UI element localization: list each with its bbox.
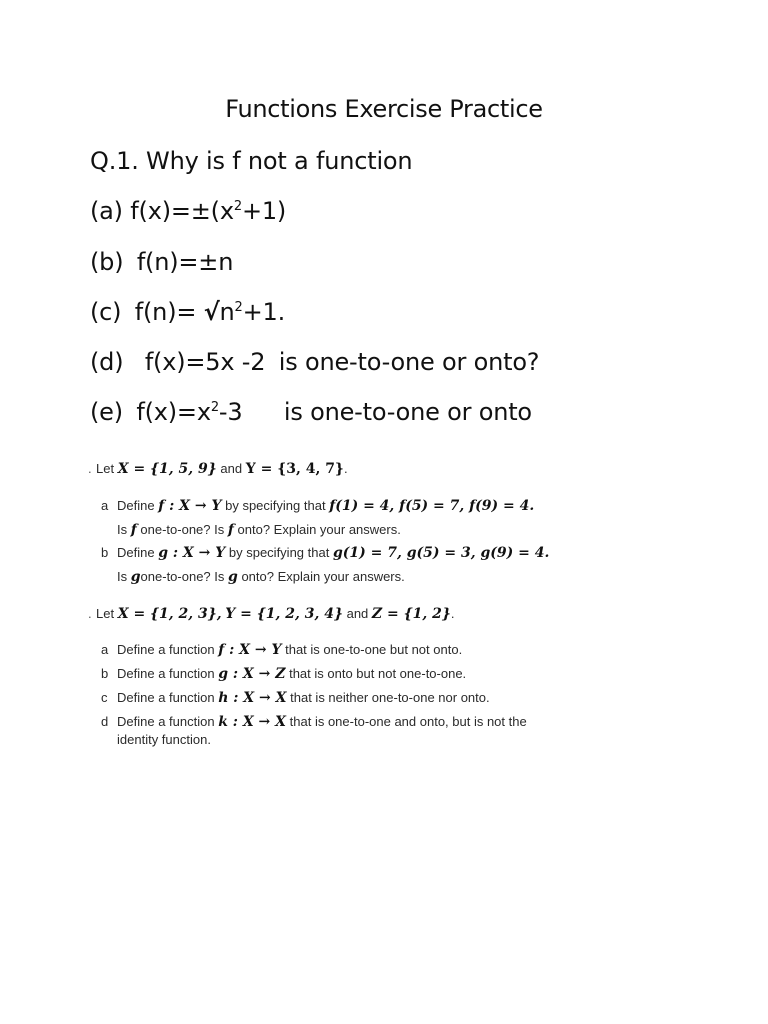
item-c-text: Define a function (117, 690, 215, 705)
item-d-end: that is one-to-one and onto, but is not the (289, 714, 527, 729)
part-c-var: n (219, 298, 235, 326)
exercise-2-intro (96, 606, 454, 622)
item-d-mapping: k : X → X (218, 714, 287, 730)
intro-end: . (450, 606, 455, 621)
intro-and: and (346, 606, 369, 621)
item-a-text2: by specifying that (225, 498, 326, 513)
intro-let: Let (96, 461, 115, 476)
item-c-label: c (101, 690, 108, 705)
part-a (90, 197, 286, 225)
exercise-2-item-c (101, 690, 490, 706)
intro-end: . (343, 461, 348, 476)
item-a-label: a (101, 498, 109, 513)
part-c-expr-post: +1. (242, 298, 286, 326)
page-title: Functions Exercise Practice (225, 95, 543, 123)
item-b-mapping: g : X → Y (158, 545, 226, 561)
part-e (90, 398, 532, 426)
exercise-1-item-b-question (117, 569, 405, 585)
exercise-1-intro (96, 461, 348, 477)
part-a-label: (a) (90, 197, 123, 225)
item-a-label: a (101, 642, 109, 657)
q-f: f (130, 522, 137, 538)
q-end: onto? Explain your answers. (237, 522, 401, 537)
item-a-end: that is one-to-one but not onto. (285, 642, 463, 657)
part-e-question: is one-to-one or onto (283, 398, 532, 426)
item-b-label: b (101, 545, 109, 560)
item-d-label: d (101, 714, 109, 729)
exercise-1-item-a (101, 498, 534, 514)
part-a-expr-pre: f(x)=±(x (130, 197, 234, 225)
q-mid: one-to-one? Is (140, 522, 225, 537)
item-b-label: b (101, 666, 109, 681)
item-a-mapping: f : X → Y (218, 642, 282, 658)
item-b-text2: by specifying that (228, 545, 330, 560)
item-b-values: g(1) = 7, g(5) = 3, g(9) = 4. (332, 545, 550, 561)
part-a-expr-post: +1) (241, 197, 287, 225)
part-e-exponent: 2 (210, 400, 219, 415)
item-a-text: Define a function (117, 642, 215, 657)
part-d-expr: f(x)=5x -2 (144, 348, 266, 376)
part-d-label: (d) (90, 348, 124, 376)
q-end: onto? Explain your answers. (241, 569, 405, 584)
part-c-label: (c) (90, 298, 122, 326)
item-b-mapping: g : X → Z (218, 666, 286, 682)
item-b-text: Define a function (117, 666, 215, 681)
sqrt-symbol: √ (203, 298, 220, 326)
question-heading: Q.1. Why is f not a function (90, 147, 413, 175)
item-a-values: f(1) = 4, f(5) = 7, f(9) = 4. (329, 498, 535, 514)
q-g: g (130, 569, 141, 585)
part-b (90, 248, 233, 276)
intro-and: and (220, 461, 243, 476)
exercise-1-item-b (101, 545, 549, 561)
item-c-mapping: h : X → X (218, 690, 287, 706)
part-c-exponent: 2 (234, 300, 243, 315)
q-mid: one-to-one? Is (140, 569, 225, 584)
part-c-expr-pre: f(n)= (134, 298, 204, 326)
item-c-end: that is neither one-to-one nor onto. (290, 690, 490, 705)
q-is: Is (117, 522, 128, 537)
item-d-text: Define a function (117, 714, 215, 729)
part-e-expr-pre: f(x)=x (136, 398, 211, 426)
exercise-2-item-a (101, 642, 462, 658)
list-bullet: . (88, 461, 92, 476)
set-z: Z = {1, 2} (371, 606, 451, 622)
exercise-2-item-d-cont: identity function. (117, 732, 211, 747)
part-c (90, 298, 285, 326)
exercise-1-item-a-question (117, 522, 401, 538)
exercise-2-item-b (101, 666, 466, 682)
intro-let: Let (96, 606, 115, 621)
part-d-question: is one-to-one or onto? (278, 348, 540, 376)
list-bullet: . (88, 606, 92, 621)
set-y: Y = {3, 4, 7} (245, 461, 344, 477)
q-is: Is (117, 569, 128, 584)
exercise-2-item-d (101, 714, 527, 730)
item-b-text: Define (117, 545, 155, 560)
item-a-text: Define (117, 498, 155, 513)
part-e-expr-post: -3 (218, 398, 243, 426)
set-y: Y = {1, 2, 3, 4} (225, 606, 343, 622)
set-x: X = {1, 5, 9} (117, 461, 217, 477)
part-e-label: (e) (90, 398, 123, 426)
part-b-label: (b) (90, 248, 124, 276)
q-f2: f (227, 522, 234, 538)
part-a-exponent: 2 (233, 199, 242, 214)
q-g2: g (228, 569, 238, 585)
item-a-mapping: f : X → Y (158, 498, 222, 514)
set-x: X = {1, 2, 3}, (117, 606, 222, 622)
part-b-expr: f(n)=±n (136, 248, 234, 276)
part-d (90, 348, 539, 376)
item-b-end: that is onto but not one-to-one. (289, 666, 467, 681)
